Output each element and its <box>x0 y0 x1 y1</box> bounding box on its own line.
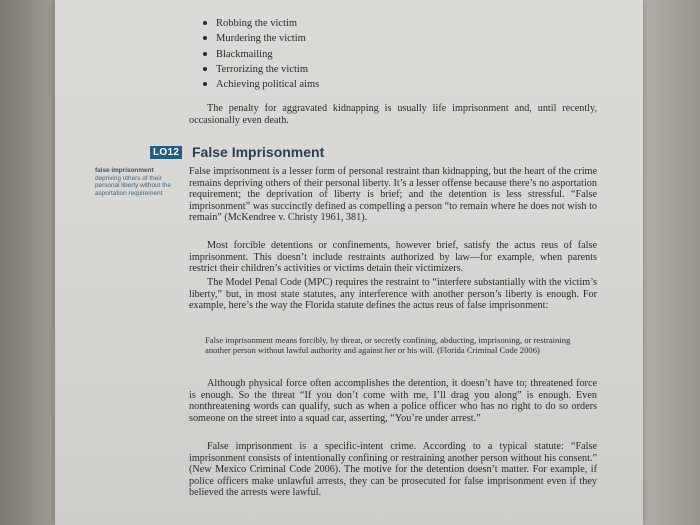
background-right <box>642 0 700 525</box>
paragraph-2: Most forcible detentions or confinements, however brief, satisfy the actus reus of false imprisonment. This doesn’t include restraints authorized by law—for example, when parents restrict their children’s activities or victims detain their victimizers. <box>189 240 597 275</box>
paragraph-5: False imprisonment is a specific-intent crime. According to a typical statute: “False imprisonment consists of intentionally confining or restraining another person without his consent.” (New Mexico Criminal Code 2006). The motive for the detention doesn’t matter. For example, if police officers make unlawful arrests, they can be prosecuted for false imprisonment even if they believed the arrests were lawful. <box>189 441 597 499</box>
section-heading: False Imprisonment <box>192 144 325 160</box>
list-item: Murdering the victim <box>203 31 319 46</box>
list-item: Terrorizing the victim <box>203 62 319 77</box>
bullet-list <box>203 16 319 92</box>
paragraph-1: False imprisonment is a lesser form of personal restraint than kidnapping, but the heart of the crime remains depriving others of their personal liberty. It’s a lesser offense because there’s no asportation requirement; the deprivation of liberty is brief; and the detention is less stressful. “False imprisonment” was succinctly defined as compelling a person “to remain where he does not wish to remain” (McKendree v. Christy 1961, 381). <box>189 166 597 224</box>
block-quote: False imprisonment means forcibly, by threat, or secretly confining, abducting, imprisoning, or restraining another person without lawful authority and against her or his will. (Florida Criminal Code 2006) <box>205 335 571 356</box>
list-item: Blackmailing <box>203 47 319 62</box>
penalty-paragraph: The penalty for aggravated kidnapping is usually life imprisonment and, until recently, occasionally even death. <box>189 103 597 126</box>
paragraph-3: The Model Penal Code (MPC) requires the restraint to “interfere substantially with the victim’s liberty,” but, in most state statutes, any interference with another person’s liberty is enough. For example, here’s the way the Florida statute defines the actus reus of false imprisonment: <box>189 277 597 312</box>
list-item: Robbing the victim <box>203 16 319 31</box>
learning-objective-badge: LO12 <box>150 146 182 159</box>
background-left <box>0 0 60 525</box>
definition-text: depriving others of their personal liberty without the asportation requirement <box>95 174 172 197</box>
definition-term: false imprisonment <box>95 167 154 174</box>
list-item: Achieving political aims <box>203 77 319 92</box>
book-page <box>55 0 643 525</box>
margin-definition <box>95 167 175 197</box>
paragraph-4: Although physical force often accomplishes the detention, it doesn’t have to; threatened force is enough. So the threat “If you don’t come with me, I’ll drag you along” is enough. Even nonthreatening words can qualify, such as when a police officer who has no right to do so orders someone on the street into a squad car, asserting, “You’re under arrest.” <box>189 378 597 424</box>
